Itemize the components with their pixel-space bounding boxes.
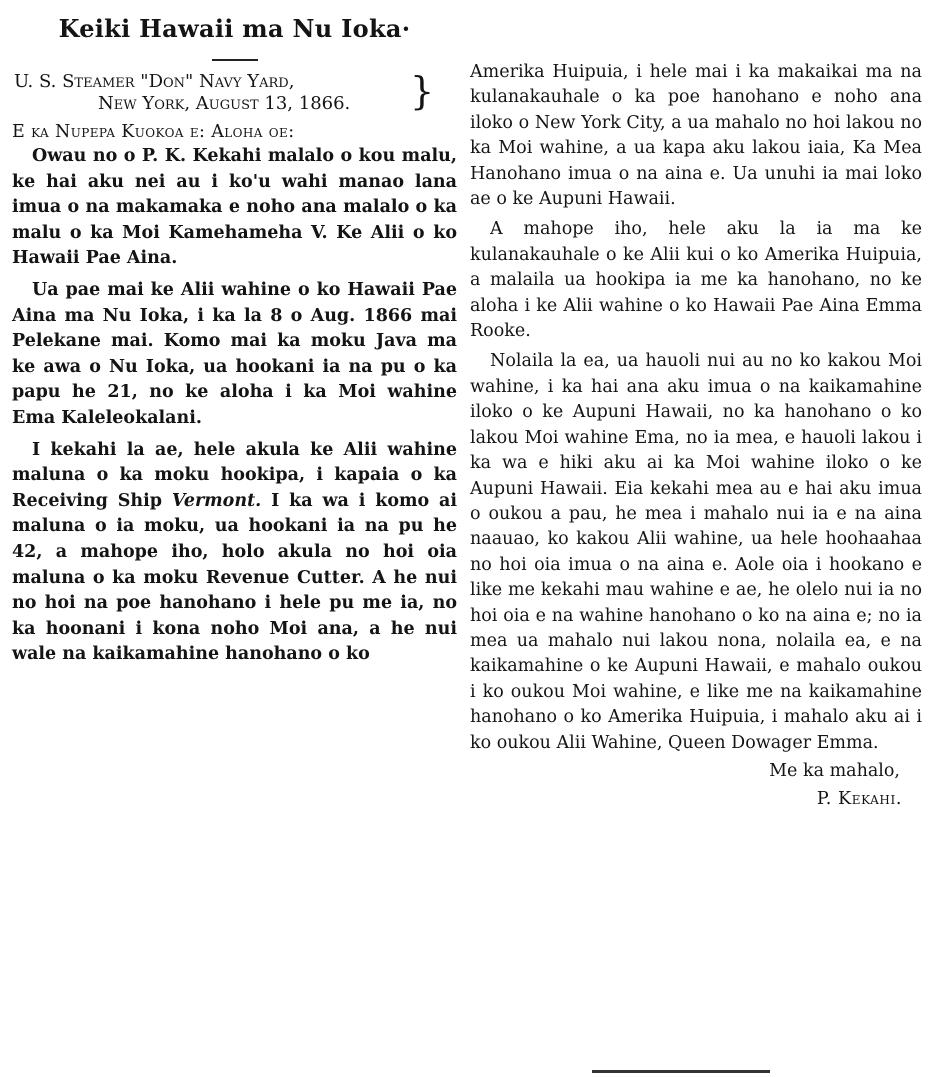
left-paragraph-3-end: I ka wa i komo ai maluna o ia moku, ua hookani ia na pu he 42, a mahope iho, holo akula no hoi oia maluna o ka moku Revenue Cutter. A he nui no hoi na poe hanohano i hele pu me ia, no ka hoonani i kona noho Moi ana, a he nui wale na kaikamahine hanohano o ko [12,490,458,665]
left-paragraph-3-start: I kekahi la ae, hele akula ke Alii wahine maluna o ka moku hookipa, i kapaia o ka Receiving Ship [12,439,457,511]
right-paragraph-3: Nolaila la ea, ua hauoli nui au no ko kakou Moi wahine, i ka hai ana aku imua o na kaikamahine iloko o ke Aupuni Hawaii, no ka hanohano o ko lakou Moi wahine Ema, no ia mea, e hauoli lakou i ka wa e hiki aku ai ka Moi wahine iloko o ke Aupuni Hawaii. Eia kekahi mea au e hai aku imua o oukou a pau, he mea i mahalo nui ia e na aina naauao, ko kakou Alii wahine, ua hele hoohaahaa no hoi oia imua o na aina e. Aole oia i hookano e like me kekahi mau wahine e ae, he olelo nui ia no hoi oia e na wahine hanohano o ko na aina e; no ia mea ua mahalo nui lakou nona, nolaila ea, e na kaikamahine o ke Aupuni Hawaii, e mahalo oukou i ko oukou Moi wahine, e like me na kaikamahine hanohano o ko Amerika Huipuia, i mahalo aku ai i ko oukou Alii Wahine, Queen Dowager Emma. [470,351,922,753]
left-paragraph-3 [12,438,457,668]
signature: P. Kekahi. [816,788,902,809]
bottom-divider [592,1070,770,1073]
closing-line: Me ka mahalo, [769,760,900,781]
article-headline: Keiki Hawaii ma Nu Ioka· [58,14,411,43]
left-paragraph-2: Ua pae mai ke Alii wahine o ko Hawaii Pae Aina ma Nu Ioka, i ka la 8 o Aug. 1866 mai Pelekane mai. Komo mai ka moku Java ma ke awa o Nu Ioka, ua hookani ia na pu o ka papu he 21, no ke aloha i ka Moi wahine Ema Kaleleokalani. [12,279,457,428]
dateline-brace: } [410,69,435,113]
dateline-line-1: U. S. Steamer "Don" Navy Yard, [14,71,295,92]
ship-name-italic: Vermont. [171,490,262,511]
right-paragraph-1: Amerika Huipuia, i hele mai i ka makaikai ma na kulanakauhale o ka poe hanohano e noho ana iloko o New York City, a ua mahalo no hoi lakou no ka Moi wahine, a ua kapa aku lakou iaia, Ka Mea Hanohano imua o na aina e. Ua unuhi ia mai loko ae o ke Aupuni Hawaii. [470,62,922,210]
dateline-line-2: New York, August 13, 1866. [98,93,351,114]
right-paragraph-2: A mahope iho, hele aku la ia ma ke kulanakauhale o ke Alii kui o ko Amerika Huipuia, a malaila ua hookipa ia me ka hanohano, no ke aloha i ke Alii wahine o ko Hawaii Pae Aina Emma Rooke. [470,219,922,342]
headline-divider [212,59,258,61]
salutation: E ka Nupepa Kuokoa e: Aloha oe: [12,122,295,142]
dateline [12,71,457,115]
left-column [12,0,457,674]
right-column [470,0,922,809]
left-paragraph-1: Owau no o P. K. Kekahi malalo o kou malu, ke hai aku nei au i ko'u wahi manao lana imua o na makamaka e noho ana malalo o ka malu o ka Moi Kamehameha V. Ke Alii o ko Hawaii Pae Aina. [12,146,457,269]
